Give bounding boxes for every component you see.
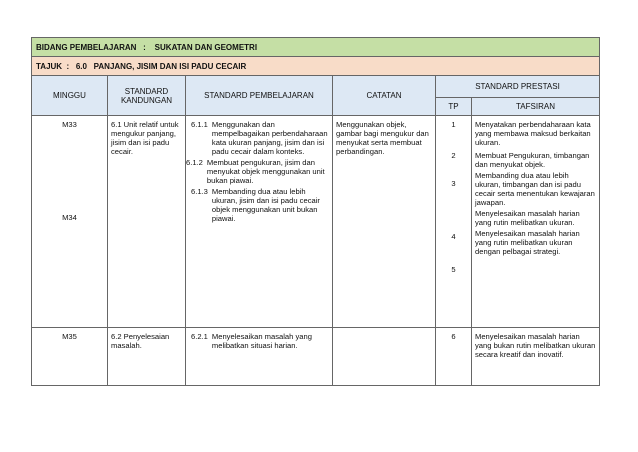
tajuk-text: TAJUK : 6.0 PANJANG, JISIM DAN ISI PADU CECAIR [36,61,247,71]
tafsiran-text: Menyelesaikan masalah harian yang bukan rutin melibatkan ukuran secara kreatif dan inovatif. [475,332,596,359]
minggu-m33: M33 [62,120,77,129]
tp-value: 5 [451,265,456,274]
bidang-band [32,38,600,57]
tp-cell [436,116,472,328]
sp-number: 6.1.1 [191,120,208,129]
minggu-m34: M34 [62,213,77,222]
tafsiran-text: Menyatakan perbendaharaan kata yang membawa maksud berkaitan ukuran. [475,120,591,147]
tafsiran-text: Membuat Pengukuran, timbangan dan menyukat objek. [475,151,590,169]
rpt-sheet [31,37,599,386]
sp-item [191,187,329,223]
header-standard-pembelajaran: STANDARD PEMBELAJARAN [186,76,333,116]
sp-item [191,120,329,156]
minggu-m35: M35 [62,332,77,341]
tafsiran-text: Membanding dua atau lebih ukuran, timbangan dan isi padu cecair serta menentukan kewajaran jawapan. [475,171,595,207]
tajuk-band [32,57,600,76]
sp-text: Membuat pengukuran, jisim dan menyukat objek menggunakan unit bukan piawai. [206,158,325,185]
tp-value: 1 [451,120,456,129]
header-tp: TP [436,98,472,116]
header-minggu: MINGGU [32,76,108,116]
sp-number: 6.1.2 [186,158,203,167]
sp-item [186,158,329,185]
table-row [32,328,600,386]
sp-number: 6.2.1 [191,332,208,341]
pembelajaran-cell [186,328,333,386]
tp-value: 2 [451,151,456,160]
minggu-cell [32,116,108,328]
tp-value: 4 [451,232,456,241]
table-row [32,116,600,328]
tp-value: 3 [451,179,456,188]
scheme-table [31,37,600,386]
bidang-text: BIDANG PEMBELAJARAN : SUKATAN DAN GEOMETRI [36,42,258,52]
tafsiran-cell [472,328,600,386]
tp-value: 6 [451,332,456,341]
kandungan-cell: 6.1 Unit relatif untuk mengukur panjang, jisim dan isi padu cecair. [108,116,186,328]
tp-cell [436,328,472,386]
header-standard-prestasi: STANDARD PRESTASI [436,76,600,98]
minggu-cell [32,328,108,386]
sp-text: Menggunakan dan mempelbagaikan perbendaharaan kata ukuran panjang, jisim dan isi padu cecair dalam konteks. [211,120,328,156]
sp-number: 6.1.3 [191,187,208,196]
tafsiran-cell [472,116,600,328]
kandungan-cell: 6.2 Penyelesaian masalah. [108,328,186,386]
header-standard-kandungan: STANDARD KANDUNGAN [108,76,186,116]
sp-text: Membanding dua atau lebih ukuran, jisim dan isi padu cecair objek menggunakan unit bukan piawai. [211,187,320,223]
pembelajaran-cell [186,116,333,328]
tafsiran-text: Menyelesaikan masalah harian yang rutin melibatkan ukuran. [475,209,580,227]
header-catatan: CATATAN [333,76,436,116]
header-tafsiran: TAFSIRAN [472,98,600,116]
sp-text: Menyelesaikan masalah yang melibatkan situasi harian. [211,332,312,350]
tafsiran-text: Menyelesaikan masalah harian yang rutin melibatkan ukuran dengan pelbagai strategi. [475,229,580,256]
catatan-cell [333,328,436,386]
catatan-cell: Menggunakan objek, gambar bagi mengukur dan menyukat serta membuat perbandingan. [333,116,436,328]
sp-item [191,332,329,350]
